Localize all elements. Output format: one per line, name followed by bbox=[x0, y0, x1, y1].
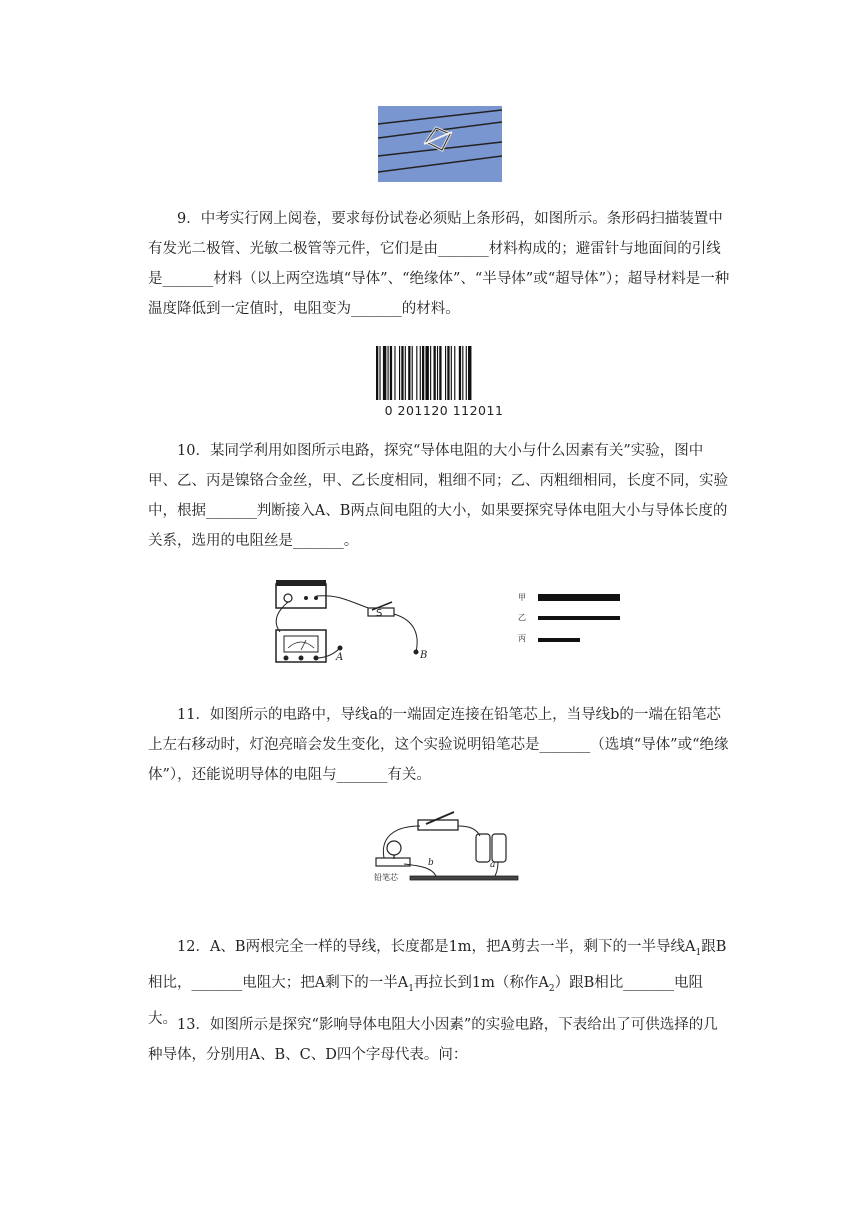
barcode-bar bbox=[388, 346, 389, 400]
barcode-figure bbox=[370, 346, 518, 416]
barcode-bar bbox=[383, 346, 386, 400]
barcode-bar bbox=[376, 346, 378, 400]
question-12-sub-2: 1 bbox=[408, 983, 414, 994]
barcode-bar bbox=[405, 346, 406, 400]
barcode-bar bbox=[394, 346, 395, 400]
barcode-number: 0 201120 112011 bbox=[384, 403, 504, 418]
switch-label-s: S bbox=[376, 608, 383, 619]
pencil-lead-label: 铅笔芯 bbox=[374, 873, 398, 882]
question-10: 10．某同学利用如图所示电路，探究“导体电阻的大小与什么因素有关”实验，图中甲、乙、丙是镍铬合金丝，甲、乙长度相同，粗细不同；乙、丙粗细相同，长度不同，实验中，根据_______判断接入A、B两点间电阻的大小，如果要探究导体电阻大小与导体长度的关系，选用的电阻丝是_______。 bbox=[148, 443, 728, 549]
question-13: 13．如图所示是探究“影响导体电阻大小因素”的实验电路，下表给出了可供选择的几种导体，分别用A、B、C、D四个字母代表。问： bbox=[148, 1017, 718, 1063]
question-12-sub-1: 1 bbox=[695, 947, 702, 958]
circuit-figure-10 bbox=[270, 574, 440, 670]
barcode-bar bbox=[390, 346, 392, 400]
question-12-part-4: ）跟B相比_______电阻大。 bbox=[148, 974, 704, 1027]
question-12-part-3: 再拉长到1m（称作A bbox=[413, 974, 549, 991]
barcode-bar bbox=[437, 346, 438, 400]
barcode-bar bbox=[459, 346, 461, 400]
terminal-label-a: A bbox=[336, 652, 344, 663]
barcode-bar bbox=[412, 346, 413, 400]
question-12-part-1: 12．A、B两根完全一样的导线，长度都是1m，把A剪去一半，剩下的一半导线A bbox=[177, 939, 696, 955]
wire-jia bbox=[538, 594, 620, 601]
barcode-bar bbox=[451, 346, 452, 400]
barcode-bar bbox=[422, 346, 424, 400]
terminal-label-b: B bbox=[420, 650, 428, 661]
power-line-spacer-photo bbox=[378, 106, 502, 182]
barcode-bar bbox=[468, 346, 471, 400]
question-12-sub-3: 2 bbox=[548, 983, 555, 994]
question-12-part-2: 跟B相比，_______电阻大；把A剩下的一半A bbox=[148, 939, 727, 991]
wire-label-jia: 甲 bbox=[518, 593, 526, 602]
question-11: 11．如图所示的电路中，导线a的一端固定连接在铅笔芯上，当导线b的一端在铅笔芯上左右移动时，灯泡亮暗会发生变化，这个实验说明铅笔芯是_______（选填“导体”或“绝缘体”），还能说明导体的电阻与_______有关。 bbox=[148, 707, 729, 783]
barcode-bar bbox=[420, 346, 421, 400]
barcode-bars bbox=[370, 346, 518, 402]
barcode-bar bbox=[454, 346, 455, 400]
wire-yi bbox=[538, 616, 620, 620]
barcode-bar bbox=[430, 346, 431, 400]
barcode-bar bbox=[401, 346, 403, 400]
wire-label-a: a bbox=[490, 860, 496, 870]
barcode-bar bbox=[466, 346, 467, 400]
wire-label-bing: 丙 bbox=[518, 634, 526, 643]
barcode-bar bbox=[416, 346, 417, 400]
resistance-wires-figure bbox=[514, 592, 624, 652]
barcode-bar bbox=[462, 346, 463, 400]
barcode-bar bbox=[399, 346, 400, 400]
barcode-bar bbox=[425, 346, 428, 400]
barcode-bar bbox=[445, 346, 446, 400]
question-9: 9．中考实行网上阅卷，要求每份试卷必须贴上条形码，如图所示。条形码扫描装置中有发光二极管、光敏二极管等元件，它们是由_______材料构成的；避雷针与地面间的引线是_______材料（以上两空选填“导体”、“绝缘体”、“半导体”或“超导体”）；超导材料是一种温度降低到一定值时，电阻变为_______的材料。 bbox=[148, 211, 730, 317]
wire-bing bbox=[538, 638, 580, 642]
circuit-figure-11 bbox=[372, 806, 522, 886]
barcode-bar bbox=[434, 346, 436, 400]
barcode-bar bbox=[439, 346, 441, 400]
barcode-bar bbox=[408, 346, 410, 400]
barcode-bar bbox=[447, 346, 449, 400]
wire-label-yi: 乙 bbox=[518, 613, 526, 622]
wire-label-b: b bbox=[428, 858, 434, 868]
barcode-bar bbox=[379, 346, 380, 400]
